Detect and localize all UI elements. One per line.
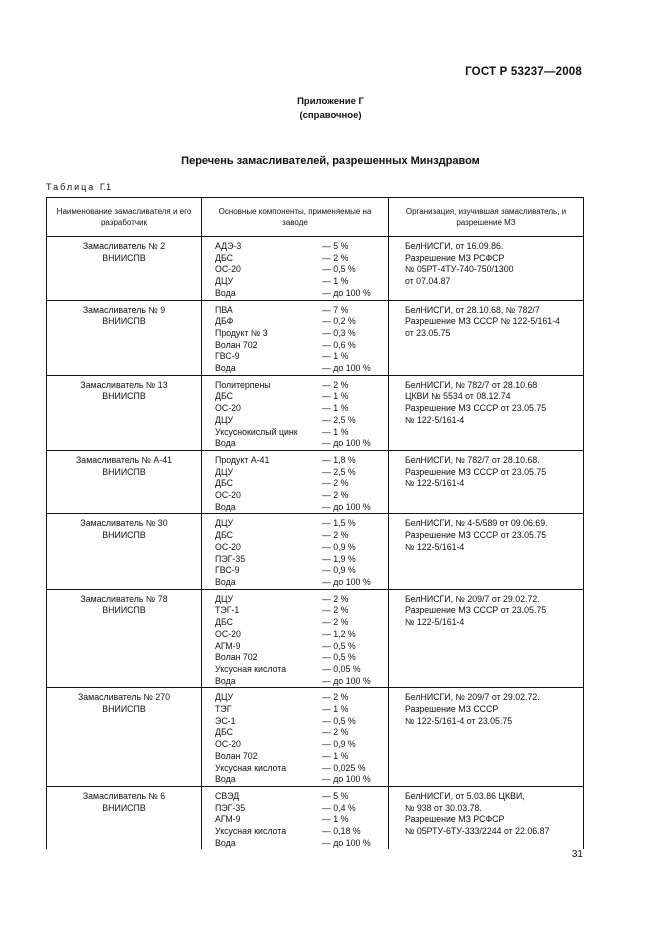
component-name: ПЭГ-35 (215, 553, 246, 564)
organization-line: от 07.04.87 (405, 276, 451, 287)
component-value: — 1 % (322, 814, 349, 825)
lubricant-name-cell (47, 450, 202, 514)
appendix-heading (0, 95, 661, 123)
header-name: Наименование замасливателя и его разработчик (47, 198, 202, 237)
component-line (208, 763, 382, 775)
component-value: — 2 % (322, 692, 349, 703)
component-line (208, 340, 382, 352)
document-title: Перечень замасливателей, разрешенных Минздравом (181, 155, 480, 167)
component-value: — 2,5 % (322, 466, 356, 477)
table-row (47, 688, 584, 787)
lubricant-name-cell (47, 589, 202, 688)
organization-line: Разрешение МЗ СССР от 23.05.75 (405, 530, 547, 541)
component-name: Вода (215, 675, 236, 686)
component-value: — 5 % (322, 790, 349, 801)
component-line (208, 542, 382, 554)
lubricant-name: Замасливатель № 30 (80, 518, 168, 529)
component-line (208, 518, 382, 530)
component-value: — 0,5 % (322, 640, 356, 651)
component-line (208, 380, 382, 392)
component-name: ДБС (215, 727, 233, 738)
organization-line: № 938 от 30.03.78. (405, 802, 482, 813)
lubricant-name: Замасливатель № 13 (80, 379, 168, 390)
component-line (208, 826, 382, 838)
organization-line: № 122-5/161-4 (405, 478, 465, 489)
component-name: Вода (215, 287, 236, 298)
component-name: ДЦУ (215, 692, 234, 703)
component-value: — до 100 % (322, 287, 371, 298)
component-value: — 5 % (322, 241, 349, 251)
lubricant-name-cell (47, 300, 202, 375)
lubricant-developer: ВНИИСПВ (102, 530, 146, 541)
component-value: — 0,4 % (322, 802, 356, 813)
lubricant-developer: ВНИИСПВ (102, 391, 146, 402)
lubricant-name: Замасливатель № 270 (77, 692, 171, 703)
component-name: Вода (215, 363, 236, 374)
lubricant-developer: ВНИИСПВ (102, 704, 146, 715)
component-name: ДБС (215, 530, 233, 541)
component-line (208, 803, 382, 815)
table-row (47, 589, 584, 688)
component-value: — 2 % (322, 593, 349, 604)
organization-line: № 05РТ-4ТУ-740-750/1300 (405, 264, 514, 275)
component-name: Вода (215, 438, 236, 449)
component-name: СВЭД (215, 790, 240, 801)
component-value: — 2 % (322, 617, 349, 628)
table-caption-number: Г.1 (99, 182, 112, 192)
organization-line: Разрешение МЗ СССР от 23.05.75 (405, 403, 547, 414)
organization-line: БелНИСГИ, № 209/7 от 29.02.72. (405, 593, 540, 604)
component-line (208, 629, 382, 641)
organization-cell (389, 688, 584, 787)
lubricant-developer: ВНИИСПВ (102, 605, 146, 616)
component-name: Политерпены (215, 379, 271, 390)
component-name: Уксусная кислота (215, 762, 287, 773)
component-name: ДЦУ (215, 414, 234, 425)
components-cell (202, 688, 389, 787)
component-value: — 0,05 % (322, 663, 361, 674)
component-value: — до 100 % (322, 576, 371, 587)
component-name: ПЭГ-35 (215, 802, 246, 813)
organization-line: ЦКВИ № 5534 от 08.12.74 (405, 391, 511, 402)
table-row (47, 300, 584, 375)
component-line (208, 605, 382, 617)
organization-cell (389, 786, 584, 849)
lubricant-name: Замасливатель № 78 (80, 593, 168, 604)
component-value: — 0,9 % (322, 739, 356, 750)
component-line (208, 751, 382, 763)
component-line (208, 490, 382, 502)
table-row (47, 375, 584, 450)
table-caption-label: Таблица (46, 182, 96, 192)
table-row (47, 514, 584, 589)
component-name: Продукт № 3 (215, 327, 268, 338)
organization-cell (389, 375, 584, 450)
component-line (208, 692, 382, 704)
component-value: — 2 % (322, 252, 349, 263)
organization-cell (389, 514, 584, 589)
components-cell (202, 514, 389, 589)
component-name: ОС-20 (215, 403, 241, 414)
lubricant-developer: ВНИИСПВ (102, 802, 146, 813)
component-name: ТЭГ-1 (215, 605, 240, 616)
organization-line: БелНИСГИ, от 28.10.68, № 782/7 (405, 304, 540, 315)
component-name: ДБС (215, 391, 233, 402)
component-value: — 1,2 % (322, 628, 356, 639)
organization-line: БелНИСГИ, от 5.03.86 ЦКВИ, (405, 790, 525, 801)
component-value: — 0,5 % (322, 652, 356, 663)
lubricant-name: Замасливатель № 9 (82, 304, 166, 315)
lubricant-developer: ВНИИСПВ (102, 316, 146, 327)
component-name: ОС-20 (215, 490, 241, 501)
component-name: ТЭГ (215, 704, 232, 715)
table-header-row (47, 198, 584, 237)
component-line (208, 774, 382, 786)
organization-cell (389, 237, 584, 301)
component-name: Вода (215, 774, 236, 785)
component-value: — 1,5 % (322, 518, 356, 529)
component-name: АДЭ-3 (215, 241, 242, 251)
component-value: — до 100 % (322, 675, 371, 686)
component-line (208, 316, 382, 328)
component-value: — 1 % (322, 276, 349, 287)
component-line (208, 478, 382, 490)
component-name: Уксуснокислый цинк (215, 426, 298, 437)
components-cell (202, 589, 389, 688)
organization-line: БелНИСГИ, № 782/7 от 28.10.68. (405, 454, 540, 465)
component-line (208, 727, 382, 739)
component-name: ДЦУ (215, 466, 234, 477)
component-value: — 2 % (322, 530, 349, 541)
component-line (208, 716, 382, 728)
component-name: АГМ-9 (215, 814, 241, 825)
component-name: АГМ-9 (215, 640, 241, 651)
component-value: — 1 % (322, 351, 349, 362)
component-value: — 0,2 % (322, 316, 356, 327)
organization-line: Разрешение МЗ СССР (405, 704, 499, 715)
components-cell (202, 237, 389, 301)
component-name: Вода (215, 501, 236, 512)
organization-line: Разрешение МЗ РСФСР (405, 814, 505, 825)
component-name: ДБС (215, 478, 233, 489)
table-caption (46, 182, 111, 192)
organization-line: Разрешение МЗ СССР № 122-5/161-4 (405, 316, 561, 327)
component-name: ОС-20 (215, 541, 241, 552)
component-name: ГВС-9 (215, 565, 240, 576)
component-name: ДБС (215, 252, 233, 263)
component-name: Волан 702 (215, 652, 258, 663)
component-name: ГВС-9 (215, 351, 240, 362)
organization-line: Разрешение МЗ РСФСР (405, 252, 505, 263)
component-line (208, 264, 382, 276)
lubricant-developer: ВНИИСПВ (102, 466, 146, 477)
component-name: Вода (215, 576, 236, 587)
organization-line: БелНИСГИ, № 4-5/589 от 09.06.69. (405, 518, 548, 529)
component-value: — до 100 % (322, 774, 371, 785)
component-name: ДЦУ (215, 276, 234, 287)
component-value: — 1 % (322, 704, 349, 715)
component-value: — 2 % (322, 478, 349, 489)
component-line (208, 253, 382, 265)
component-line (208, 241, 382, 253)
organization-cell (389, 589, 584, 688)
component-line (208, 363, 382, 375)
table-row (47, 237, 584, 301)
component-line (208, 305, 382, 317)
component-value: — 1,8 % (322, 454, 356, 465)
component-value: — 0,3 % (322, 327, 356, 338)
lubricant-name: Замасливатель № 6 (82, 790, 166, 801)
component-name: ОС-20 (215, 264, 241, 275)
component-value: — 0,9 % (322, 565, 356, 576)
component-line (208, 403, 382, 415)
component-value: — 1 % (322, 426, 349, 437)
component-line (208, 577, 382, 589)
component-name: Волан 702 (215, 339, 258, 350)
lubricant-name: Замасливатель № 2 (82, 241, 166, 251)
component-line (208, 455, 382, 467)
component-line (208, 565, 382, 577)
organization-line: № 122-5/161-4 (405, 541, 465, 552)
component-value: — 1 % (322, 750, 349, 761)
organization-line: № 05РТУ-6ТУ-333/2244 от 22.06.87 (405, 826, 550, 837)
organization-line: БелНИСГИ, № 209/7 от 29.02.72. (405, 692, 540, 703)
component-line (208, 415, 382, 427)
header-organization: Организация, изучившая замасливатель, и разрешение МЗ (389, 198, 584, 237)
organization-cell (389, 450, 584, 514)
component-value: — 2,5 % (322, 414, 356, 425)
component-line (208, 276, 382, 288)
organization-cell (389, 300, 584, 375)
component-value: — 2 % (322, 727, 349, 738)
component-value: — 0,18 % (322, 826, 361, 837)
component-line (208, 467, 382, 479)
component-name: ОС-20 (215, 739, 241, 750)
component-value: — 0,9 % (322, 541, 356, 552)
organization-line: от 23.05.75 (405, 327, 451, 338)
component-name: Волан 702 (215, 750, 258, 761)
lubricant-name-cell (47, 688, 202, 787)
component-name: ЭС-1 (215, 715, 236, 726)
component-name: ДЦУ (215, 593, 234, 604)
components-cell (202, 375, 389, 450)
component-line (208, 617, 382, 629)
component-line (208, 664, 382, 676)
table-row (47, 450, 584, 514)
appendix-title: Приложение Г (297, 96, 364, 107)
component-name: Вода (215, 837, 236, 848)
standard-number: ГОСТ Р 53237—2008 (465, 66, 582, 78)
component-line (208, 502, 382, 514)
components-cell (202, 300, 389, 375)
component-value: — 2 % (322, 379, 349, 390)
component-line (208, 739, 382, 751)
component-name: ДБФ (215, 316, 234, 327)
component-line (208, 641, 382, 653)
component-name: Уксусная кислота (215, 663, 287, 674)
component-line (208, 838, 382, 850)
component-line (208, 652, 382, 664)
component-line (208, 814, 382, 826)
component-value: — до 100 % (322, 837, 371, 848)
component-line (208, 328, 382, 340)
component-line (208, 554, 382, 566)
organization-line: Разрешение МЗ СССР от 23.05.75 (405, 466, 547, 477)
component-value: — 0,5 % (322, 264, 356, 275)
page-number: 31 (571, 849, 583, 860)
component-value: — до 100 % (322, 438, 371, 449)
component-line (208, 427, 382, 439)
lubricants-table (46, 197, 584, 849)
table-row (47, 786, 584, 849)
component-value: — до 100 % (322, 363, 371, 374)
organization-line: № 122-5/161-4 (405, 414, 465, 425)
component-name: ДЦУ (215, 518, 234, 529)
component-value: — 0,6 % (322, 339, 356, 350)
component-name: ОС-20 (215, 628, 241, 639)
component-name: ПВА (215, 304, 233, 315)
component-value: — 1 % (322, 403, 349, 414)
component-name: Продукт А-41 (215, 454, 270, 465)
lubricant-name-cell (47, 786, 202, 849)
lubricant-developer: ВНИИСПВ (102, 252, 146, 263)
components-cell (202, 450, 389, 514)
lubricant-name-cell (47, 375, 202, 450)
component-value: — 1,9 % (322, 553, 356, 564)
components-cell (202, 786, 389, 849)
organization-line: № 122-5/161-4 от 23.05.75 (405, 715, 513, 726)
component-value: — 1 % (322, 391, 349, 402)
component-value: — до 100 % (322, 501, 371, 512)
component-line (208, 676, 382, 688)
component-line (208, 288, 382, 300)
organization-line: № 122-5/161-4 (405, 617, 465, 628)
component-line (208, 704, 382, 716)
component-line (208, 791, 382, 803)
lubricant-name-cell (47, 237, 202, 301)
component-value: — 0,025 % (322, 762, 366, 773)
component-line (208, 530, 382, 542)
component-value: — 2 % (322, 605, 349, 616)
component-line (208, 391, 382, 403)
appendix-subtitle: (справочное) (299, 110, 362, 121)
component-value: — 0,5 % (322, 715, 356, 726)
organization-line: Разрешение МЗ СССР от 23.05.75 (405, 605, 547, 616)
component-line (208, 594, 382, 606)
component-line (208, 351, 382, 363)
component-line (208, 438, 382, 450)
component-value: — 7 % (322, 304, 349, 315)
lubricant-name-cell (47, 514, 202, 589)
component-name: Уксусная кислота (215, 826, 287, 837)
organization-line: БелНИСГИ, от 16.09.86. (405, 241, 504, 251)
header-components: Основные компоненты, применяемые на заводе (202, 198, 389, 237)
component-name: ДБС (215, 617, 233, 628)
component-value: — 2 % (322, 490, 349, 501)
organization-line: БелНИСГИ, № 782/7 от 28.10.68 (405, 379, 538, 390)
lubricant-name: Замасливатель № А-41 (75, 454, 173, 465)
